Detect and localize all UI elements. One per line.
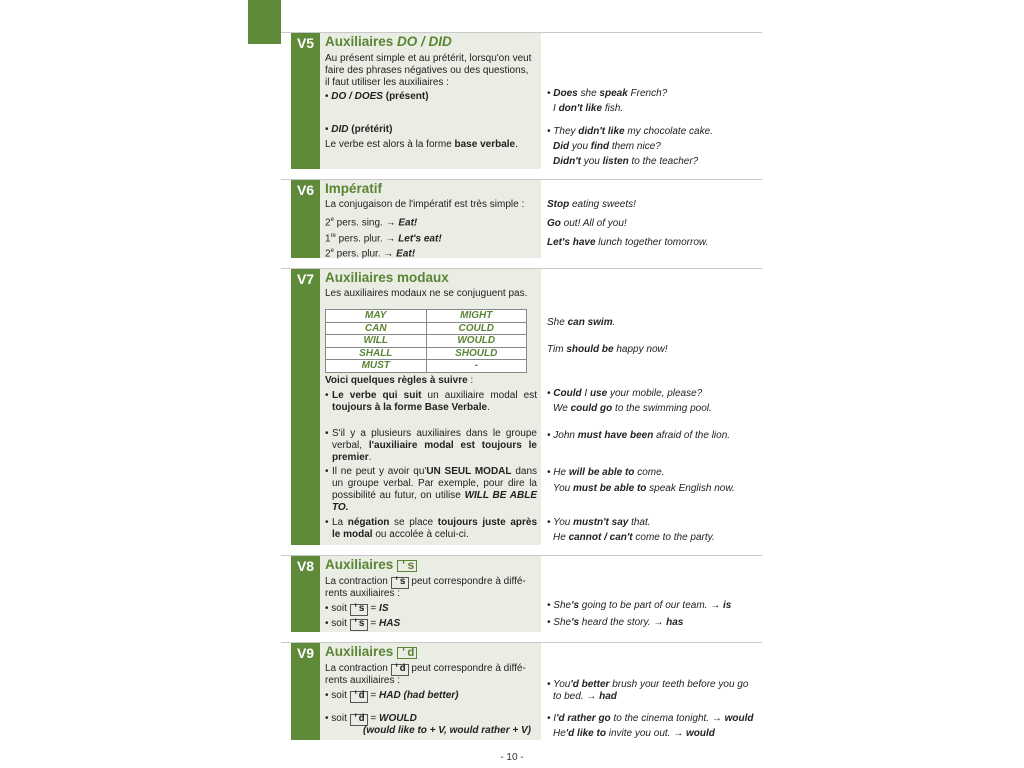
section-v7 (291, 269, 762, 545)
example: Did you find them nice? (553, 141, 661, 152)
section-title: Impératif (325, 181, 383, 196)
intro-line: La contraction 'd peut correspondre à diffé- (325, 663, 526, 675)
would-detail: (would like to + V, would rather + V) (363, 725, 531, 736)
rule-bullet: • (325, 428, 329, 439)
intro-line: rents auxiliaires : (325, 588, 401, 599)
corner-tab (248, 0, 281, 44)
bullet-present: • DO / DOES (présent) (325, 91, 429, 102)
example: • Does she speak French? (547, 88, 668, 99)
modals-table: MAY MIGHT CAN COULD WILL WOULD SHALL SHOULD MUST - (325, 309, 527, 373)
rules-title: Voici quelques règles à suivre : (325, 375, 474, 386)
rule-text: Le verbe qui suit un auxiliaire modal est toujours à la forme Base Verbale. (332, 390, 537, 413)
example: You must be able to speak English now. (553, 483, 735, 494)
section-code: V9 (296, 645, 315, 661)
section-code: V7 (296, 271, 315, 287)
section-v5 (291, 33, 762, 169)
example: He cannot / can't come to the party. (553, 532, 715, 543)
example: Go out! All of you! (547, 218, 627, 229)
example: Tim should be happy now! (547, 344, 668, 355)
section-title: Auxiliaires 's (325, 557, 417, 572)
example: Didn't you listen to the teacher? (553, 156, 699, 167)
example: • John must have been afraid of the lion. (547, 430, 731, 441)
intro-line: La contraction 's peut correspondre à diffé- (325, 576, 526, 588)
conj-line: 1re pers. plur. → Let's eat! (325, 233, 442, 245)
soit-had: • soit 'd = HAD (had better) (325, 690, 459, 702)
example: Stop eating sweets! (547, 199, 636, 210)
page-number: - 10 - (500, 752, 524, 763)
example: I don't like fish. (553, 103, 624, 114)
example: • He will be able to come. (547, 467, 665, 478)
soit-would: • soit 'd = WOULD (325, 713, 417, 725)
example: to bed. → had (553, 691, 617, 702)
section-code: V6 (296, 182, 315, 198)
section-title: Auxiliaires modaux (325, 270, 449, 285)
example: He'd like to invite you out. → would (553, 728, 715, 739)
example: • Could I use your mobile, please? (547, 388, 703, 399)
intro-line: La conjugaison de l'impératif est très simple : (325, 199, 525, 210)
example: We could go to the swimming pool. (553, 403, 712, 414)
example: She can swim. (547, 317, 616, 328)
section-code: V8 (296, 558, 315, 574)
rule-text: Il ne peut y avoir qu'UN SEUL MODAL dans un groupe verbal. Par exemple, pour dire la possibilité au futur, on utilise WILL BE ABLE TO. (332, 466, 538, 513)
example: Let's have lunch together tomorrow. (547, 237, 709, 248)
rule-bullet: • (325, 390, 329, 401)
section-v6 (291, 180, 762, 258)
rule-text: S'il y a plusieurs auxiliaires dans le groupe verbal, l'auxiliaire modal est toujours le premier. (332, 428, 537, 463)
note-line: Le verbe est alors à la forme base verbale. (325, 139, 518, 150)
section-title: Auxiliaires DO / DID (325, 34, 452, 49)
soit-is: • soit 's = IS (325, 603, 389, 615)
section-code: V5 (296, 35, 315, 51)
conj-line: 2e pers. plur. → Eat! (325, 248, 416, 260)
intro-line: Au présent simple et au prétérit, lorsqu'on veut (325, 53, 532, 64)
soit-has: • soit 's = HAS (325, 618, 401, 630)
bullet-preterit: • DID (prétérit) (325, 124, 393, 135)
intro-line: Les auxiliaires modaux ne se conjuguent pas. (325, 288, 528, 299)
section-title: Auxiliaires 'd (325, 644, 417, 659)
rule-bullet: • (325, 466, 329, 477)
example: • You mustn't say that. (547, 517, 651, 528)
section-bar (291, 269, 320, 545)
example: • They didn't like my chocolate cake. (547, 126, 713, 137)
section-v8 (291, 556, 762, 632)
example: • You'd better brush your teeth before you go (547, 679, 749, 690)
rule-text: La négation se place toujours juste après le modal ou accolée à celui-ci. (332, 517, 538, 540)
example: • She's heard the story. → has (547, 617, 684, 628)
intro-line: rents auxiliaires : (325, 675, 401, 686)
section-v9 (291, 643, 762, 740)
intro-line: il faut utiliser les auxiliaires : (325, 77, 449, 88)
rule-bullet: • (325, 517, 329, 528)
example: • She's going to be part of our team. → is (547, 600, 732, 611)
conj-line: 2e pers. sing. → Eat! (325, 217, 418, 229)
example: • I'd rather go to the cinema tonight. → would (547, 713, 754, 724)
section-bar (291, 33, 320, 169)
intro-line: faire des phrases négatives ou des questions, (325, 65, 529, 76)
